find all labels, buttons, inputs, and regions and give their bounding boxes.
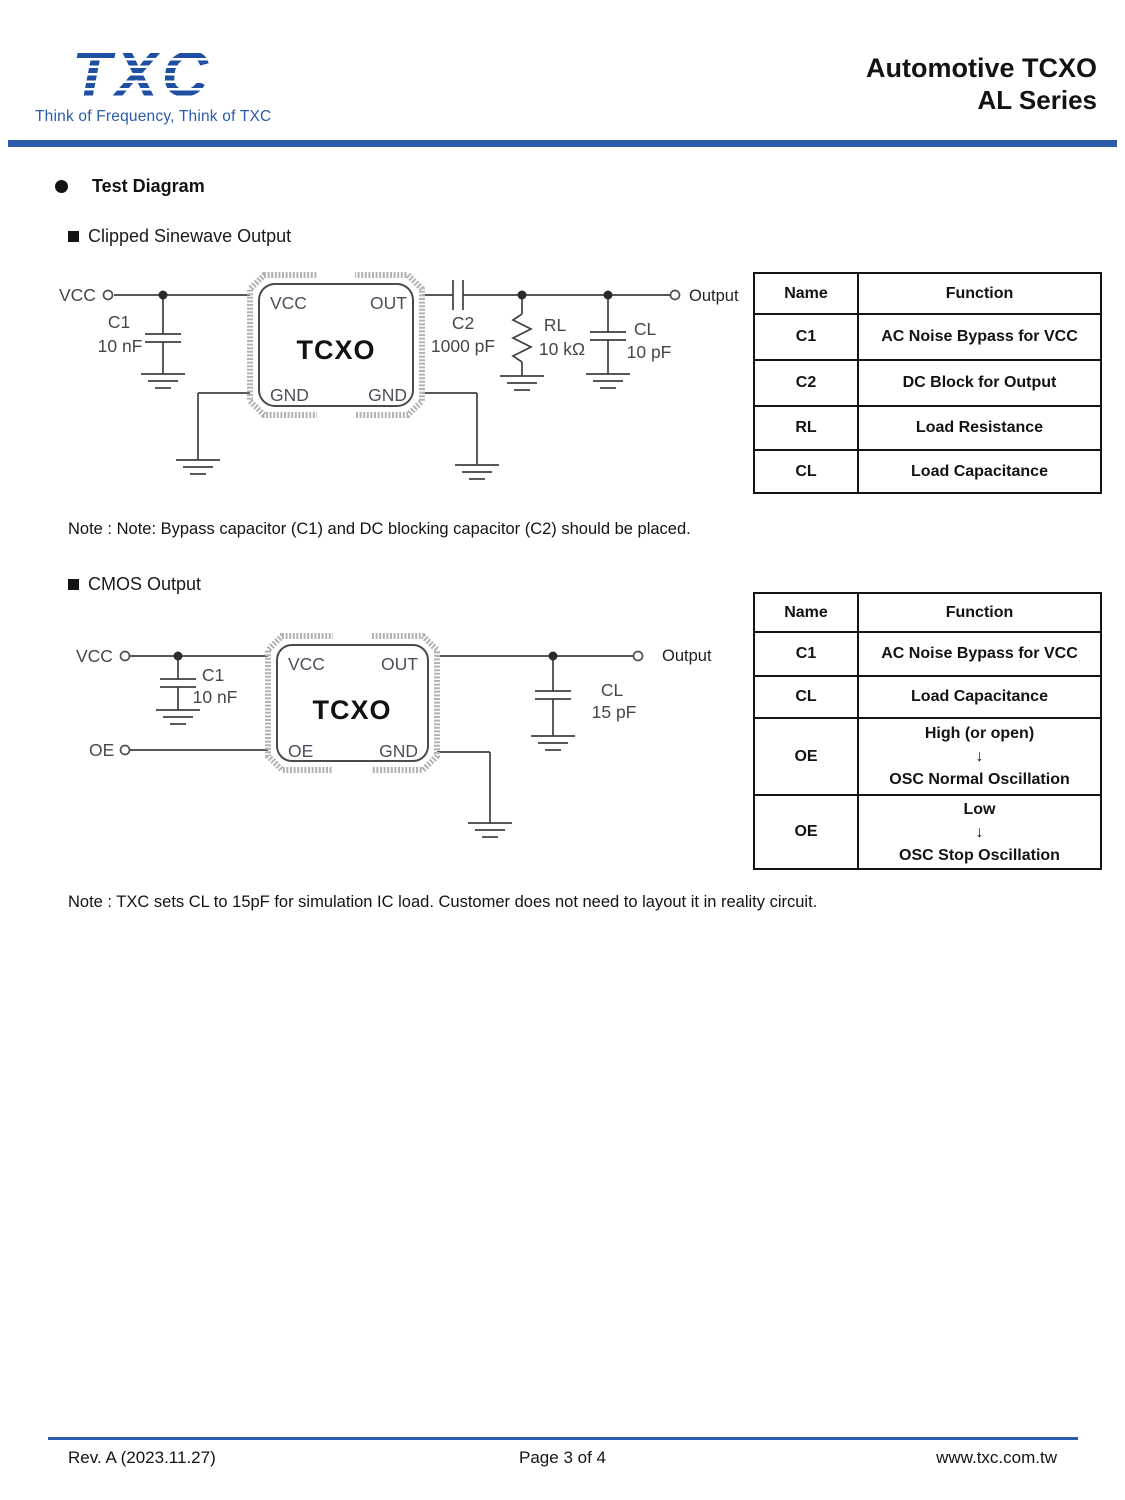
output-label: Output bbox=[662, 647, 712, 665]
output-label: Output bbox=[689, 287, 739, 305]
footer-website: www.txc.com.tw bbox=[936, 1448, 1057, 1467]
table2-row0-name: C1 bbox=[754, 632, 858, 676]
cl-value-label: 15 pF bbox=[591, 702, 637, 722]
table2-row1-name: CL bbox=[754, 676, 858, 718]
table-row bbox=[754, 632, 1101, 676]
c1-name-label: C1 bbox=[201, 665, 225, 685]
table1-row0-name: C1 bbox=[754, 314, 858, 360]
footer-rule bbox=[48, 1437, 1078, 1440]
header-rule bbox=[8, 140, 1117, 147]
square-bullet-icon bbox=[68, 231, 79, 242]
table2-col-name: Name bbox=[754, 593, 858, 632]
pin-gnd-label: GND bbox=[379, 741, 418, 761]
square-bullet-icon bbox=[68, 579, 79, 590]
product-title: Automotive TCXO bbox=[865, 53, 1097, 83]
vcc-source-label: VCC bbox=[76, 646, 113, 666]
table1-row1-function: DC Block for Output bbox=[858, 360, 1101, 406]
clipped-sinewave-function-table bbox=[753, 272, 1102, 494]
table1-row2-name: RL bbox=[754, 406, 858, 450]
table-row bbox=[754, 360, 1101, 406]
table1-row2-function: Load Resistance bbox=[858, 406, 1101, 450]
series-title: AL Series bbox=[977, 85, 1097, 115]
oe-low-result-line: OSC Stop Oscillation bbox=[899, 846, 1060, 864]
subheading-clipped-sinewave bbox=[68, 226, 291, 247]
vcc-source-label: VCC bbox=[59, 285, 96, 305]
txc-logo-text: TXC bbox=[72, 38, 212, 108]
cmos-circuit bbox=[60, 620, 740, 865]
clipped-sinewave-circuit bbox=[55, 262, 755, 507]
table-row bbox=[754, 406, 1101, 450]
tcxo-chip-label: TCXO bbox=[312, 695, 392, 725]
cl-name-label: CL bbox=[633, 319, 657, 339]
section-title: Test Diagram bbox=[92, 176, 205, 196]
down-arrow-icon: ↓ bbox=[975, 823, 984, 841]
header-product-block bbox=[597, 52, 1097, 116]
table-row bbox=[754, 676, 1101, 718]
pin-vcc-label: VCC bbox=[270, 293, 307, 313]
c1-value-label: 10 nF bbox=[97, 336, 143, 356]
clipped-sinewave-note: Note : Note: Bypass capacitor (C1) and DC blocking capacitor (C2) should be placed. bbox=[68, 520, 691, 538]
cmos-note: Note : TXC sets CL to 15pF for simulation IC load. Customer does not need to layout it in reality circuit. bbox=[68, 893, 818, 911]
cmos-heading: CMOS Output bbox=[88, 574, 202, 594]
table2-row2-name: OE bbox=[754, 718, 858, 795]
tcxo-chip-label: TCXO bbox=[296, 335, 376, 365]
table2-row3-function bbox=[858, 795, 1101, 869]
c1-name-label: C1 bbox=[107, 312, 131, 332]
table-row bbox=[754, 795, 1101, 869]
down-arrow-icon: ↓ bbox=[975, 748, 984, 765]
rl-name-label: RL bbox=[543, 315, 567, 335]
table-row bbox=[754, 450, 1101, 493]
cmos-function-table bbox=[753, 592, 1102, 870]
table1-col-name: Name bbox=[754, 273, 858, 314]
table2-row3-name: OE bbox=[754, 795, 858, 869]
cl-value-label: 10 pF bbox=[626, 342, 672, 362]
table2-row2-function bbox=[858, 718, 1101, 795]
table-row bbox=[754, 718, 1101, 795]
table1-row1-name: C2 bbox=[754, 360, 858, 406]
table-row bbox=[754, 314, 1101, 360]
table2-row1-function: Load Capacitance bbox=[858, 676, 1101, 718]
txc-logo bbox=[70, 38, 270, 108]
footer-page-number: Page 3 of 4 bbox=[519, 1448, 606, 1467]
c2-value-label: 1000 pF bbox=[430, 336, 496, 356]
pin-gnd-right-label: GND bbox=[368, 385, 407, 405]
oe-high-result-line: OSC Normal Oscillation bbox=[889, 771, 1070, 788]
table2-col-function: Function bbox=[858, 593, 1101, 632]
table1-col-function: Function bbox=[858, 273, 1101, 314]
pin-gnd-left-label: GND bbox=[270, 385, 309, 405]
oe-source-label: OE bbox=[89, 740, 115, 760]
table1-row0-function: AC Noise Bypass for VCC bbox=[858, 314, 1101, 360]
rl-value-label: 10 kΩ bbox=[538, 339, 586, 359]
c1-value-label: 10 nF bbox=[192, 687, 238, 707]
subheading-cmos-output bbox=[68, 574, 201, 595]
logo-tagline: Think of Frequency, Think of TXC bbox=[35, 108, 272, 125]
pin-vcc-label: VCC bbox=[288, 654, 325, 674]
c2-name-label: C2 bbox=[451, 313, 475, 333]
pin-out-label: OUT bbox=[370, 293, 407, 313]
bullet-icon bbox=[55, 180, 68, 193]
clipped-sinewave-heading: Clipped Sinewave Output bbox=[88, 226, 292, 246]
cl-name-label: CL bbox=[600, 680, 624, 700]
section-heading-test-diagram bbox=[55, 176, 205, 197]
pin-out-label: OUT bbox=[381, 654, 418, 674]
pin-oe-label: OE bbox=[288, 741, 314, 761]
footer-revision: Rev. A (2023.11.27) bbox=[68, 1448, 216, 1467]
oe-low-line: Low bbox=[963, 800, 996, 818]
oe-high-line: High (or open) bbox=[924, 725, 1035, 742]
table2-row0-function: AC Noise Bypass for VCC bbox=[858, 632, 1101, 676]
table1-row3-function: Load Capacitance bbox=[858, 450, 1101, 493]
table1-row3-name: CL bbox=[754, 450, 858, 493]
